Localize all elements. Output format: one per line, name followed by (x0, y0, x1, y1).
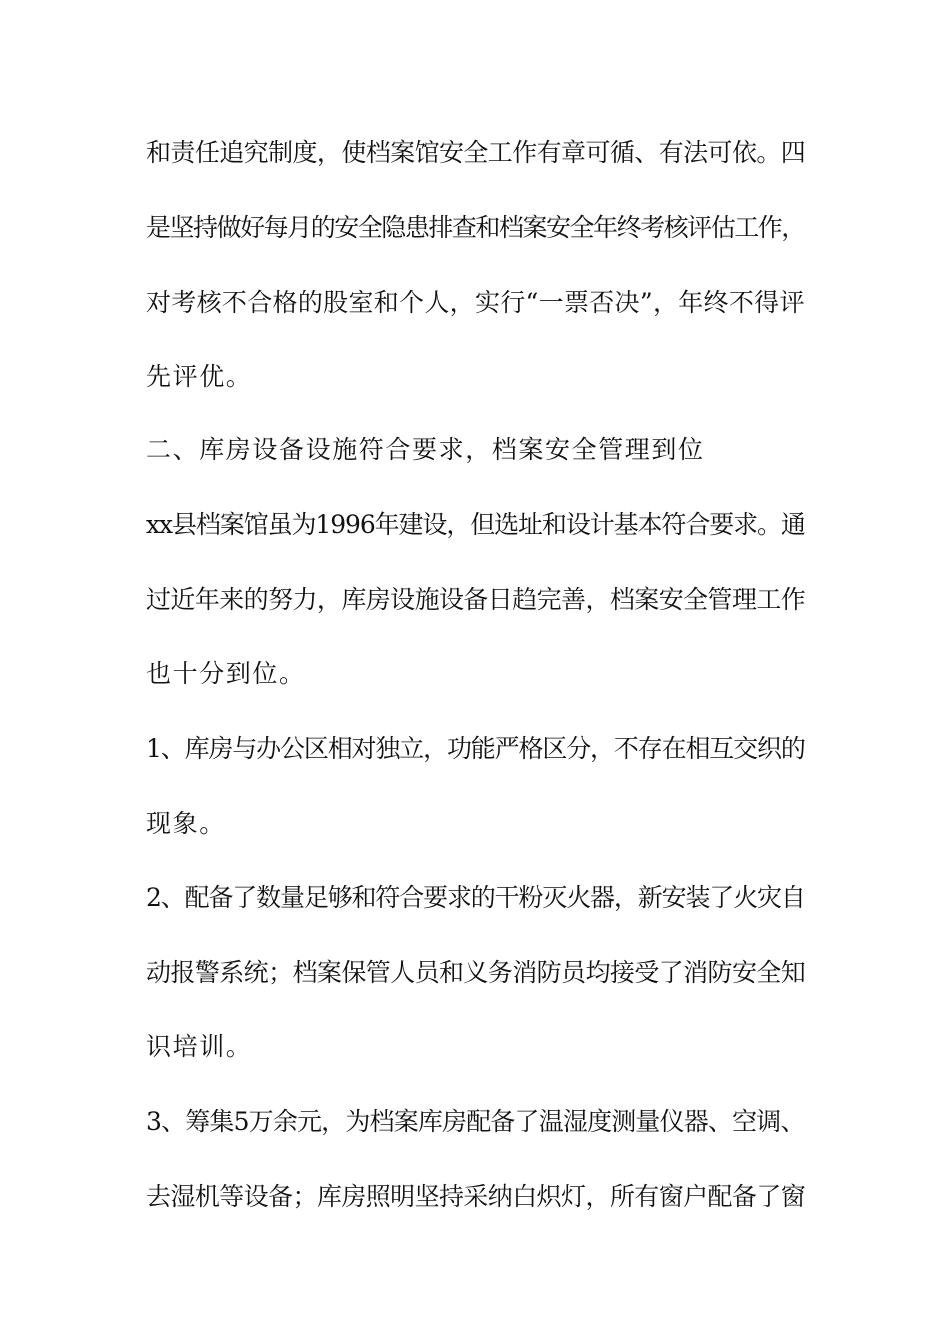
text-line-6: xx县档案馆虽为1996年建设，但选址和设计基本符合要求。通 (146, 510, 805, 539)
text-line-3: 对考核不合格的股室和个人，实行“一票否决”，年终不得评 (146, 288, 805, 317)
text-line-8: 也十分到位。 (146, 659, 306, 688)
text-line-1: 和责任追究制度，使档案馆安全工作有章可循、有法可依。四 (146, 138, 806, 167)
text-line-13: 识培训。 (146, 1032, 253, 1061)
text-line-4: 先评优。 (146, 362, 253, 391)
text-line-15: 去湿机等设备；库房照明坚持采纳白炽灯，所有窗户配备了窗 (146, 1182, 806, 1211)
section-heading: 二、库房设备设施符合要求，档案安全管理到位 (146, 435, 705, 464)
text-line-2: 是坚持做好每月的安全隐患排查和档案安全年终考核评估工作， (146, 213, 805, 242)
text-line-7: 过近年来的努力，库房设施设备日趋完善，档案安全管理工作 (146, 585, 806, 614)
text-line-9: 1、库房与办公区相对独立，功能严格区分，不存在相互交织的 (146, 734, 805, 763)
text-line-12: 动报警系统；档案保管人员和义务消防员均接受了消防安全知 (146, 958, 806, 987)
text-line-10: 现象。 (146, 809, 226, 838)
text-line-11: 2、配备了数量足够和符合要求的干粉灭火器，新安装了火灾自 (146, 883, 805, 912)
text-line-14: 3、筹集5万余元，为档案库房配备了温湿度测量仪器、空调、 (146, 1107, 805, 1136)
